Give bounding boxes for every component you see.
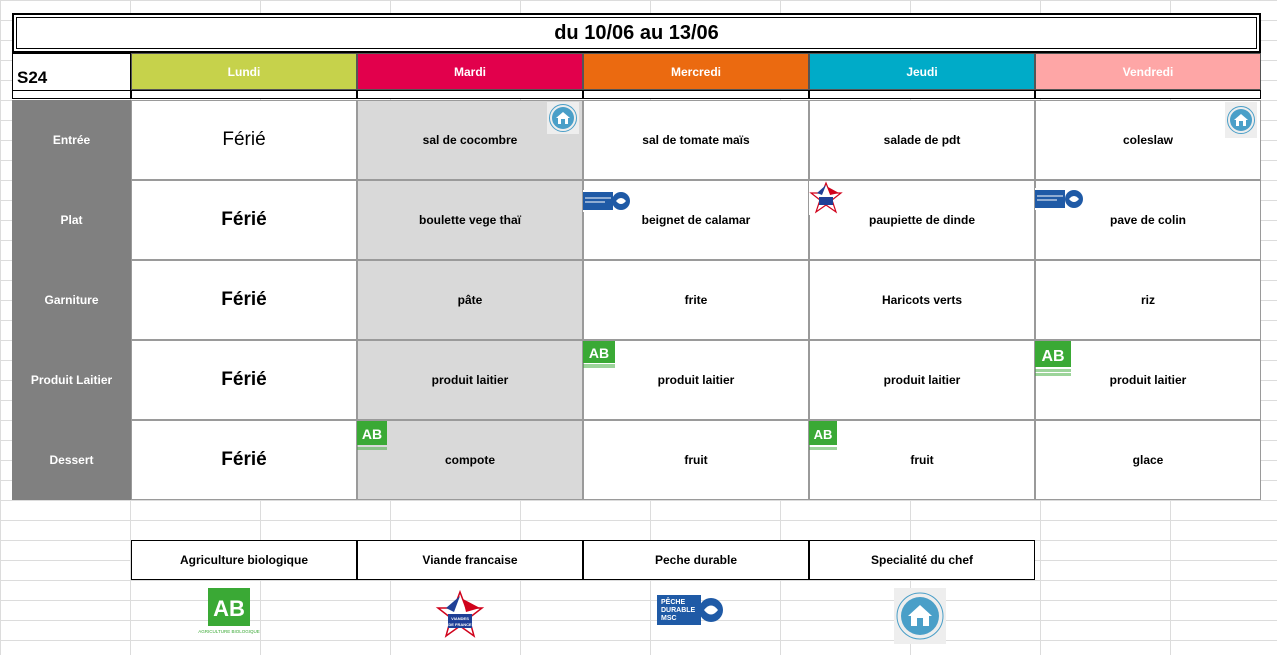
week-label: S24 (12, 53, 131, 93)
menu-cell[interactable]: coleslaw (1035, 100, 1261, 180)
menu-cell[interactable]: Férié (131, 420, 357, 500)
svg-text:MSC: MSC (661, 615, 677, 622)
fait-maison-logo-icon (894, 588, 946, 649)
ab-organic-logo-icon (198, 588, 260, 647)
row-label-entree: Entrée (12, 100, 131, 180)
day-header-mardi: Mardi (357, 53, 583, 90)
viandes-de-france-logo-icon (436, 590, 484, 649)
menu-cell[interactable]: sal de tomate maïs (583, 100, 809, 180)
menu-cell[interactable]: Férié (131, 340, 357, 420)
menu-cell[interactable]: salade de pdt (809, 100, 1035, 180)
menu-cell[interactable]: frite (583, 260, 809, 340)
svg-text:DE FRANCE: DE FRANCE (448, 622, 472, 627)
menu-cell[interactable]: produit laitier (357, 340, 583, 420)
row-label-garniture: Garniture (12, 260, 131, 340)
ab-organic-icon (1035, 341, 1071, 382)
menu-cell[interactable]: fruit (809, 420, 1035, 500)
msc-peche-durable-logo-icon (657, 595, 723, 632)
svg-text:DURABLE: DURABLE (661, 607, 696, 614)
menu-cell[interactable]: glace (1035, 420, 1261, 500)
svg-text:AB: AB (361, 426, 383, 442)
menu-cell[interactable]: Férié (131, 260, 357, 340)
svg-text:AB: AB (213, 596, 245, 621)
menu-cell[interactable]: fruit (583, 420, 809, 500)
svg-text:AGRICULTURE BIOLOGIQUE: AGRICULTURE BIOLOGIQUE (198, 629, 260, 634)
svg-text:PÊCHE: PÊCHE (661, 599, 686, 606)
menu-cell[interactable]: Haricots verts (809, 260, 1035, 340)
menu-cell[interactable]: produit laitier (1035, 340, 1261, 420)
menu-cell[interactable]: compote (357, 420, 583, 500)
menu-cell[interactable]: pave de colin (1035, 180, 1261, 260)
menu-title: du 10/06 au 13/06 (12, 13, 1261, 53)
svg-text:AB: AB (813, 427, 833, 442)
svg-text:VIANDES: VIANDES (451, 616, 469, 621)
ab-organic-icon (357, 421, 387, 458)
fait-maison-icon (547, 102, 579, 139)
menu-cell[interactable]: paupiette de dinde (809, 180, 1035, 260)
menu-cell[interactable]: beignet de calamar (583, 180, 809, 260)
legend-label-agriculture-bio: Agriculture biologique (131, 540, 357, 580)
menu-cell[interactable]: produit laitier (583, 340, 809, 420)
day-header-mercredi: Mercredi (583, 53, 809, 90)
menu-cell[interactable]: Férié (131, 100, 357, 180)
viandes-de-france-icon (809, 181, 843, 220)
row-label-plat: Plat (12, 180, 131, 260)
menu-cell[interactable]: riz (1035, 260, 1261, 340)
spacer-cell (12, 90, 131, 99)
spacer-cell (583, 90, 809, 99)
fait-maison-icon (1225, 102, 1257, 143)
day-header-vendredi: Vendredi (1035, 53, 1261, 90)
row-label-produit-laitier: Produit Laitier (12, 340, 131, 420)
spacer-cell (1035, 90, 1261, 99)
spacer-cell (357, 90, 583, 99)
ab-organic-icon (809, 421, 837, 458)
svg-text:AB: AB (588, 345, 610, 361)
day-header-lundi: Lundi (131, 53, 357, 90)
menu-cell[interactable]: Férié (131, 180, 357, 260)
spacer-cell (131, 90, 357, 99)
day-header-jeudi: Jeudi (809, 53, 1035, 90)
svg-text:AB: AB (1041, 348, 1065, 365)
menu-cell[interactable]: pâte (357, 260, 583, 340)
msc-peche-durable-icon (1035, 188, 1085, 215)
menu-cell[interactable]: sal de cocombre (357, 100, 583, 180)
menu-cell[interactable]: boulette vege thaï (357, 180, 583, 260)
spacer-cell (809, 90, 1035, 99)
legend-label-specialite-chef: Specialité du chef (809, 540, 1035, 580)
ab-organic-icon (583, 341, 615, 374)
legend-label-viande-francaise: Viande francaise (357, 540, 583, 580)
row-label-dessert: Dessert (12, 420, 131, 500)
msc-peche-durable-icon (583, 190, 631, 217)
menu-cell[interactable]: produit laitier (809, 340, 1035, 420)
legend-label-peche-durable: Peche durable (583, 540, 809, 580)
